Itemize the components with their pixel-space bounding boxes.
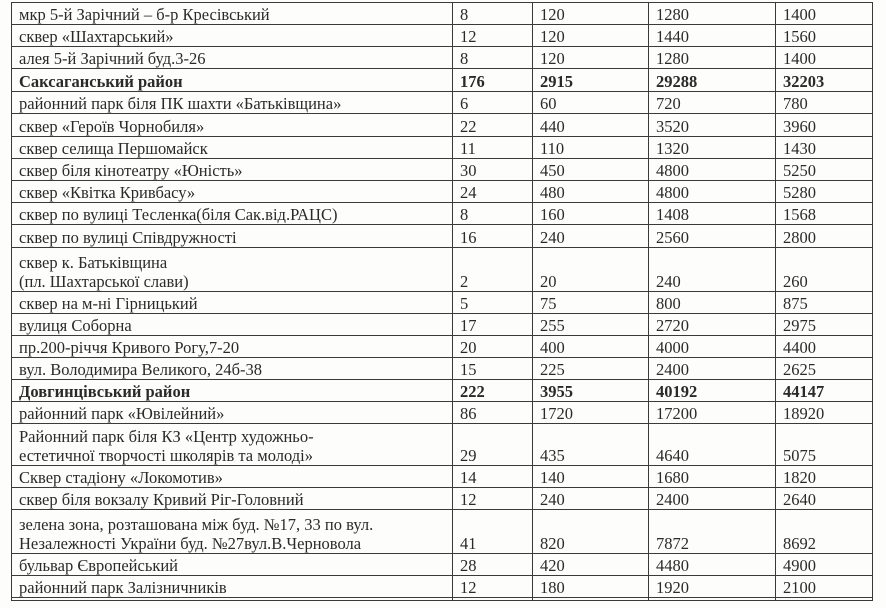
location-name: сквер «Шахтарський» — [12, 25, 453, 47]
value-col5: 875 — [776, 292, 873, 314]
total-col4: 40192 — [649, 380, 776, 402]
value-col3: 240 — [533, 225, 649, 248]
value-col4: 2560 — [649, 225, 776, 248]
table-row — [12, 576, 873, 598]
value-col5: 8692 — [776, 510, 873, 554]
location-name: сквер «Квітка Кривбасу» — [12, 181, 453, 203]
total-col4: 29288 — [649, 69, 776, 92]
value-col2: 8 — [453, 47, 533, 69]
location-name: пр.200-річчя Кривого Рогу,7-20 — [12, 336, 453, 358]
location-name-line2: (пл. Шахтарської слави) — [19, 272, 189, 291]
value-col2: 86 — [453, 402, 533, 424]
value-col4: 2720 — [649, 314, 776, 336]
value-col5: 4900 — [776, 554, 873, 576]
table-row — [12, 424, 873, 466]
value-col4: 1680 — [649, 466, 776, 488]
value-col5: 2625 — [776, 358, 873, 380]
value-col2: 12 — [453, 488, 533, 510]
value-col5: 2640 — [776, 488, 873, 510]
value-col2: 12 — [453, 576, 533, 598]
table-row — [12, 510, 873, 554]
value-col4: 7872 — [649, 510, 776, 554]
value-col4: 800 — [649, 292, 776, 314]
total-col5: 44147 — [776, 380, 873, 402]
table-row — [12, 137, 873, 159]
value-col4: 1280 — [649, 47, 776, 69]
total-col5: 32203 — [776, 69, 873, 92]
value-col4: 4640 — [649, 424, 776, 466]
value-col3: 440 — [533, 114, 649, 137]
location-name: алея 5-й Зарічний буд.3-26 — [12, 47, 453, 69]
value-col2: 29 — [453, 424, 533, 466]
location-name-line1: сквер к. Батьківщина — [19, 253, 168, 272]
value-col2: 2 — [453, 248, 533, 292]
location-name-line1: Районний парк біля КЗ «Центр художньо- — [19, 427, 314, 446]
value-col5: 5280 — [776, 181, 873, 203]
value-col3: 20 — [533, 248, 649, 292]
value-col3: 820 — [533, 510, 649, 554]
table-row — [12, 92, 873, 114]
value-col3: 240 — [533, 488, 649, 510]
value-col2: 24 — [453, 181, 533, 203]
location-name: сквер біля вокзалу Кривий Ріг-Головний — [12, 488, 453, 510]
value-col5: 1400 — [776, 47, 873, 69]
document-table-container — [11, 2, 872, 601]
value-col5: 2100 — [776, 576, 873, 598]
value-col4: 4800 — [649, 159, 776, 181]
district-name: Саксаганський район — [12, 69, 453, 92]
location-name: районний парк «Ювілейний» — [12, 402, 453, 424]
table-row — [12, 3, 873, 25]
location-name — [12, 248, 453, 292]
value-col5: 3960 — [776, 114, 873, 137]
table-row — [12, 336, 873, 358]
location-name: сквер селища Першомайск — [12, 137, 453, 159]
value-col3: 255 — [533, 314, 649, 336]
location-name: сквер по вулиці Співдружності — [12, 225, 453, 248]
value-col4: 1280 — [649, 3, 776, 25]
value-col3: 140 — [533, 466, 649, 488]
table-row — [12, 159, 873, 181]
value-col2: 17 — [453, 314, 533, 336]
location-name: сквер «Героїв Чорнобиля» — [12, 114, 453, 137]
value-col3: 75 — [533, 292, 649, 314]
value-col4: 2400 — [649, 358, 776, 380]
value-col3: 120 — [533, 47, 649, 69]
value-col3: 180 — [533, 576, 649, 598]
value-col5: 1400 — [776, 3, 873, 25]
value-col5: 18920 — [776, 402, 873, 424]
location-name: вулиця Соборна — [12, 314, 453, 336]
value-col4: 4000 — [649, 336, 776, 358]
value-col2: 22 — [453, 114, 533, 137]
location-name: вул. Володимира Великого, 24б-38 — [12, 358, 453, 380]
table-row — [12, 488, 873, 510]
value-col2: 6 — [453, 92, 533, 114]
value-col4: 4800 — [649, 181, 776, 203]
value-col3: 480 — [533, 181, 649, 203]
value-col2: 28 — [453, 554, 533, 576]
value-col4: 17200 — [649, 402, 776, 424]
location-name: сквер по вулиці Тесленка(біля Сак.від.РАЦС) — [12, 203, 453, 225]
location-name — [12, 424, 453, 466]
value-col5: 2800 — [776, 225, 873, 248]
table-row — [12, 466, 873, 488]
value-col3: 450 — [533, 159, 649, 181]
location-name: районний парк біля ПК шахти «Батьківщина» — [12, 92, 453, 114]
district-name: Довгинцівський район — [12, 380, 453, 402]
value-col3: 60 — [533, 92, 649, 114]
value-col3: 225 — [533, 358, 649, 380]
value-col2: 5 — [453, 292, 533, 314]
table-row — [12, 181, 873, 203]
table-row — [12, 248, 873, 292]
value-col3: 1720 — [533, 402, 649, 424]
value-col2: 14 — [453, 466, 533, 488]
location-name: районний парк Залізничників — [12, 576, 453, 598]
table-row — [12, 47, 873, 69]
value-col4: 720 — [649, 92, 776, 114]
district-total-row — [12, 69, 873, 92]
value-col3: 420 — [533, 554, 649, 576]
value-col3: 120 — [533, 25, 649, 47]
value-col2: 8 — [453, 203, 533, 225]
table-row — [12, 314, 873, 336]
location-name: сквер на м-ні Гірницький — [12, 292, 453, 314]
value-col5: 1820 — [776, 466, 873, 488]
table-row — [12, 358, 873, 380]
table-row-cutoff — [12, 598, 873, 601]
value-col5: 1560 — [776, 25, 873, 47]
value-col5: 260 — [776, 248, 873, 292]
value-col3: 435 — [533, 424, 649, 466]
value-col4: 1408 — [649, 203, 776, 225]
location-name: Сквер стадіону «Локомотив» — [12, 466, 453, 488]
total-col2: 222 — [453, 380, 533, 402]
value-col4: 1920 — [649, 576, 776, 598]
value-col4: 1320 — [649, 137, 776, 159]
value-col5: 780 — [776, 92, 873, 114]
value-col4: 2400 — [649, 488, 776, 510]
value-col2: 15 — [453, 358, 533, 380]
value-col3: 110 — [533, 137, 649, 159]
value-col4: 4480 — [649, 554, 776, 576]
value-col2: 16 — [453, 225, 533, 248]
table-row — [12, 402, 873, 424]
table-row — [12, 25, 873, 47]
green-zones-table — [11, 2, 873, 601]
table-row — [12, 554, 873, 576]
location-name — [12, 510, 453, 554]
location-name: сквер біля кінотеатру «Юність» — [12, 159, 453, 181]
location-name-line2: Незалежності України буд. №27вул.В.Черновола — [19, 534, 362, 553]
total-col3: 3955 — [533, 380, 649, 402]
value-col5: 4400 — [776, 336, 873, 358]
location-name: мкр 5-й Зарічний – б-р Кресівський — [12, 3, 453, 25]
value-col2: 30 — [453, 159, 533, 181]
location-name: бульвар Європейський — [12, 554, 453, 576]
table-row — [12, 225, 873, 248]
value-col2: 8 — [453, 3, 533, 25]
value-col5: 1430 — [776, 137, 873, 159]
value-col5: 1568 — [776, 203, 873, 225]
value-col2: 11 — [453, 137, 533, 159]
total-col2: 176 — [453, 69, 533, 92]
district-total-row — [12, 380, 873, 402]
value-col4: 1440 — [649, 25, 776, 47]
value-col3: 160 — [533, 203, 649, 225]
table-row — [12, 114, 873, 137]
value-col4: 3520 — [649, 114, 776, 137]
total-col3: 2915 — [533, 69, 649, 92]
table-row — [12, 292, 873, 314]
value-col5: 2975 — [776, 314, 873, 336]
location-name-line2: естетичної творчості школярів та молоді» — [19, 446, 313, 465]
value-col4: 240 — [649, 248, 776, 292]
table-row — [12, 203, 873, 225]
value-col5: 5250 — [776, 159, 873, 181]
value-col2: 41 — [453, 510, 533, 554]
value-col3: 120 — [533, 3, 649, 25]
value-col5: 5075 — [776, 424, 873, 466]
value-col2: 12 — [453, 25, 533, 47]
value-col3: 400 — [533, 336, 649, 358]
value-col2: 20 — [453, 336, 533, 358]
location-name-line1: зелена зона, розташована між буд. №17, 33 по вул. — [19, 515, 374, 534]
